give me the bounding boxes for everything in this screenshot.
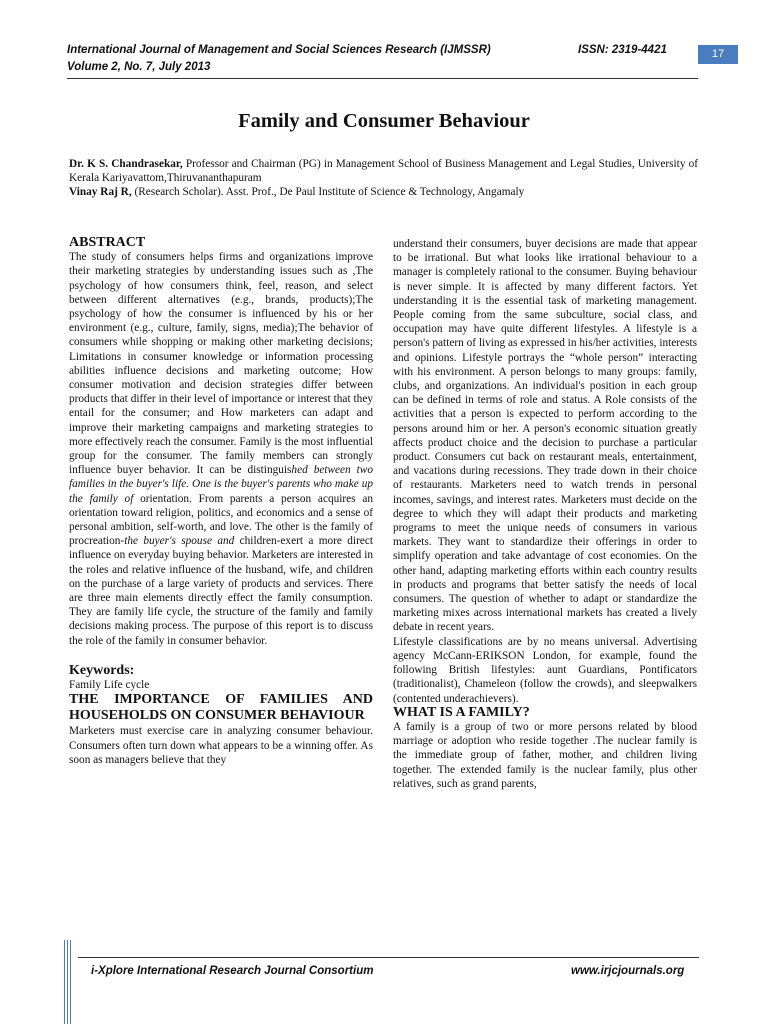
family-paragraph: A family is a group of two or more persons related by blood marriage or adoption who reside together .The nuclear family is the immediate group of father, mother, and children living together. The extended family is the nuclear family, plus other relatives, such as grand parents, (393, 720, 697, 790)
journal-name: International Journal of Management and Social Sciences Research (IJMSSR) (67, 44, 491, 56)
header-divider (67, 78, 698, 79)
author-1-affiliation: Professor and Chairman (PG) in Management School of Business Management and Legal Studies, University of Kerala Kariyavattom,Thiruvananthapuram (69, 158, 698, 184)
right-paragraph-2: Lifestyle classifications are by no means universal. Advertising agency McCann-ERIKSON London, for example, found the following British lifestyles: aunt Guardians, Pontificators (traditionalist), Chameleon (follow the crowds), and sleepwalkers (contented underachievers). (393, 635, 697, 705)
abstract-text-3: children-exert a more direct influence on everyday buying behavior. Marketers are interested in the roles and relative influence of the husband, wife, and children on the purchase of a large variety of products and services. There are three main elements directly effect the family consumption. They are family life cycle, the structure of the family and family decisions making process. The purpose of this report is to discuss the role of the family in consumer behavior. (69, 535, 373, 647)
paper-title: Family and Consumer Behaviour (238, 110, 530, 132)
family-heading: WHAT IS A FAMILY? (393, 704, 530, 720)
left-column (69, 236, 373, 767)
importance-heading: THE IMPORTANCE OF FAMILIES AND HOUSEHOLDS ON CONSUMER BEHAVIOUR (69, 692, 373, 724)
issn: ISSN: 2319-4421 (578, 44, 667, 56)
importance-paragraph: Marketers must exercise care in analyzing consumer behaviour. Consumers often turn down what appears to be a winning offer. As soon as managers believe that they (69, 725, 373, 766)
abstract-italic-2: the buyer's spouse and (124, 535, 235, 548)
author-block (69, 157, 698, 199)
right-paragraph-1: understand their consumers, buyer decisions are made that appear to be irrational. But what looks like irrational behaviour to a manager is completely rational to the consumer. Buying behaviour is never simple. It is affected by many different factors. Yet understanding it is the essential task of marketing management. People coming from the same subculture, social class, and occupation may have quite different lifestyles. A lifestyle is a person's pattern of living as expressed in his/her activities, interests and opinions. Lifestyle portrays the “whole person” interacting with his environment. A person belongs to many groups: family, clubs, and organizations. An individual's position in each group can be defined in terms of role and status. A Role consists of the activities that a person is expected to perform according to the persons around him or her. A person's economic situation greatly affects product choice and the decision to purchase a particular product. Consumers cut back on restaurant meals, entertainment, and vacations during recessions. They trade down in their choice of restaurants. Marketers need to watch trends in personal incomes, savings, and interest rates. Marketers must decide on the degree to which they will adapt their products and marketing programs to meet the unique needs of consumers in various markets. They want to standardize their offerings in order to simplify operation and take advantage of cost economies. On the other hand, adapting marketing efforts within each country results in products and programs that better satisfy the needs of local consumers. The question of whether to adapt or standardize the marketing mixes across international markets has created a lively debate in recent years. (393, 238, 697, 634)
abstract-italic-1: hed between two families in the buyer's life. One is the buyer's parents who make up the family of (69, 464, 373, 505)
volume-info: Volume 2, No. 7, July 2013 (67, 61, 211, 73)
keywords-block (69, 664, 373, 692)
abstract-text-2: orientation. From parents a person acquires an orientation toward religion, politics, and economics and a sense of personal ambition, self-worth, and love. The other is the family of procreation- (69, 492, 373, 548)
right-column (393, 237, 697, 791)
page-number-badge: 17 (698, 45, 738, 64)
keywords-text: Family Life cycle (69, 679, 150, 692)
author-2-affiliation: (Research Scholar). Asst. Prof., De Paul Institute of Science & Technology, Angamaly (131, 186, 525, 198)
footer-divider (78, 957, 699, 958)
abstract-paragraph (69, 250, 373, 648)
abstract-heading: ABSTRACT (69, 235, 146, 250)
abstract-text-1: The study of consumers helps firms and organizations improve their marketing strategies by understanding issues such as ,The psychology of how consumers think, feel, reason, and select between different alternatives (e.g., brands, products);The psychology of how the consumer is influenced by his or her environment (e.g., culture, family, signs, media);The behavior of consumers while shopping or making other marketing decisions; Limitations in consumer knowledge or information processing abilities influence decisions and marketing outcome; How consumer motivation and decision strategies differ between products that differ in their level of importance or interest that they entail for the consumer; and How marketers can adapt and improve their marketing campaigns and marketing strategies to more effectively reach the consumer. Family is the most influential group for the consumer. The family members can strongly influence buyer behavior. It can be distinguis (69, 251, 373, 477)
author-2-name: Vinay Raj R, (69, 186, 132, 198)
footer-website: www.irjcjournals.org (571, 965, 685, 977)
author-1-name: Dr. K S. Chandrasekar, (69, 158, 183, 170)
footer-decoration (64, 940, 72, 1024)
keywords-heading: Keywords: (69, 662, 135, 678)
footer-consortium: i-Xplore International Research Journal Consortium (91, 965, 374, 977)
